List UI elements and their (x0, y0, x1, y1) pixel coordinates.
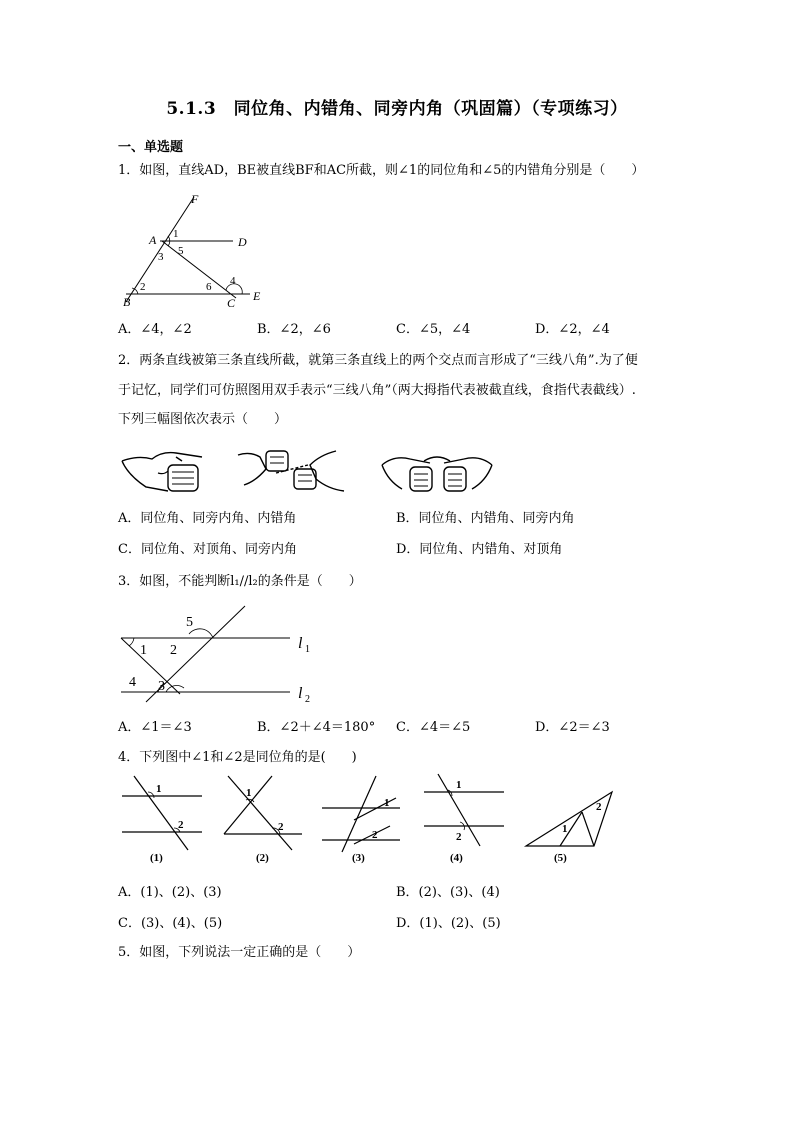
q4-figure-1 (118, 772, 204, 864)
q1-label-C: C (227, 296, 236, 310)
q1-angle-6: 6 (206, 281, 212, 293)
q4-caption-4: (4) (450, 852, 463, 864)
q4-fig2-angle-2: 2 (278, 821, 284, 833)
q3-label-l2-sub: 2 (305, 694, 310, 705)
q4-caption-3: (3) (352, 852, 365, 864)
q1-label-D: D (238, 235, 247, 249)
q1-line-ac (162, 241, 236, 298)
q1-option-b[interactable]: B．∠2，∠6 (257, 322, 331, 337)
q1-angle-1: 1 (173, 228, 179, 240)
q5-stem: 5．如图，下列说法一定正确的是（ ） (118, 945, 361, 960)
q3-option-a[interactable]: A．∠1＝∠3 (118, 720, 192, 735)
q4-fig4-angle-1: 1 (456, 779, 462, 791)
q2-option-a[interactable]: A．同位角、同旁内角、内错角 (118, 511, 297, 526)
q4-fig1-angle-2: 2 (178, 819, 184, 831)
q2-stem-line2: 于记忆，同学们可仿照图用双手表示“三线八角”（两大拇指代表被截直线，食指代表截线）. (118, 383, 636, 398)
q3-angle-2: 2 (170, 643, 177, 658)
q1-angle-2: 2 (140, 281, 146, 293)
q1-angle-3: 3 (158, 251, 164, 263)
q2-stem-line1: 2．两条直线被第三条直线所截，就第三条直线上的两个交点而言形成了“三线八角”.为了便 (118, 353, 638, 368)
page-title: 5.1.3 同位角、内错角、同旁内角（巩固篇）（专项练习） (166, 99, 628, 119)
q3-stem: 3．如图，不能判断l₁//l₂的条件是（ ） (118, 574, 362, 589)
q1-figure (118, 192, 278, 310)
q4-fig1-angle-1: 1 (156, 783, 162, 795)
q1-stem: 1．如图，直线AD，BE被直线BF和AC所截，则∠1的同位角和∠5的内错角分别是（ ） (118, 163, 645, 178)
q4-fig3-angle-2: 2 (372, 829, 378, 841)
q4-figure-5 (520, 772, 620, 864)
q4-fig2-angle-1: 1 (246, 787, 252, 799)
q2-stem-line3: 下列三幅图依次表示（ ） (118, 412, 288, 427)
q1-option-a[interactable]: A．∠4，∠2 (118, 322, 192, 337)
q3-option-c[interactable]: C．∠4＝∠5 (396, 720, 471, 735)
q4-option-c[interactable]: C．(3)、(4)、(5) (118, 916, 223, 931)
q1-angle-4: 4 (230, 275, 236, 287)
q4-option-d[interactable]: D．(1)、(2)、(5) (396, 916, 501, 931)
q2-hands-figure-2 (236, 445, 351, 497)
q4-fig5-angle-1: 1 (562, 823, 568, 835)
q3-label-l1: l (298, 635, 303, 652)
q3-option-b[interactable]: B．∠2＋∠4＝180° (257, 720, 376, 735)
q4-option-b[interactable]: B．(2)、(3)、(4) (396, 885, 500, 900)
q4-fig4-angle-2: 2 (456, 831, 462, 843)
q3-angle-3: 3 (158, 679, 165, 694)
q1-label-B: B (123, 295, 131, 309)
q4-fig3-angle-1: 1 (384, 797, 390, 809)
q4-caption-1: (1) (150, 852, 163, 864)
q3-label-l1-sub: 1 (305, 644, 310, 655)
q3-angle-1: 1 (140, 643, 147, 658)
q4-option-a[interactable]: A．(1)、(2)、(3) (118, 885, 222, 900)
q1-option-c[interactable]: C．∠5，∠4 (396, 322, 471, 337)
q2-hands-figure-3 (380, 445, 495, 497)
q1-line-bf (126, 197, 194, 302)
q1-label-A: A (149, 233, 157, 247)
q4-stem: 4．下列图中∠1和∠2是同位角的是( ) (118, 750, 357, 765)
q1-option-d[interactable]: D．∠2，∠4 (535, 322, 610, 337)
q4-fig5-angle-2: 2 (596, 801, 602, 813)
q2-option-b[interactable]: B．同位角、内错角、同旁内角 (396, 511, 575, 526)
q4-caption-5: (5) (554, 852, 567, 864)
q3-figure (118, 604, 338, 704)
q1-label-F: F (191, 192, 199, 206)
q3-angle-4: 4 (129, 675, 136, 690)
q3-angle-5: 5 (186, 615, 193, 630)
q2-hands-figure-1 (118, 445, 213, 497)
q4-figure-4 (420, 772, 506, 864)
q1-label-E: E (253, 289, 261, 303)
q1-angle-5: 5 (178, 245, 184, 257)
q3-label-l2: l (298, 685, 303, 702)
q4-figure-3 (318, 772, 404, 864)
q4-caption-2: (2) (256, 852, 269, 864)
q2-option-d[interactable]: D．同位角、内错角、对顶角 (396, 542, 563, 557)
q3-option-d[interactable]: D．∠2＝∠3 (535, 720, 610, 735)
q4-figure-2 (220, 772, 306, 864)
section-heading: 一、单选题 (118, 140, 184, 155)
q2-option-c[interactable]: C．同位角、对顶角、同旁内角 (118, 542, 297, 557)
